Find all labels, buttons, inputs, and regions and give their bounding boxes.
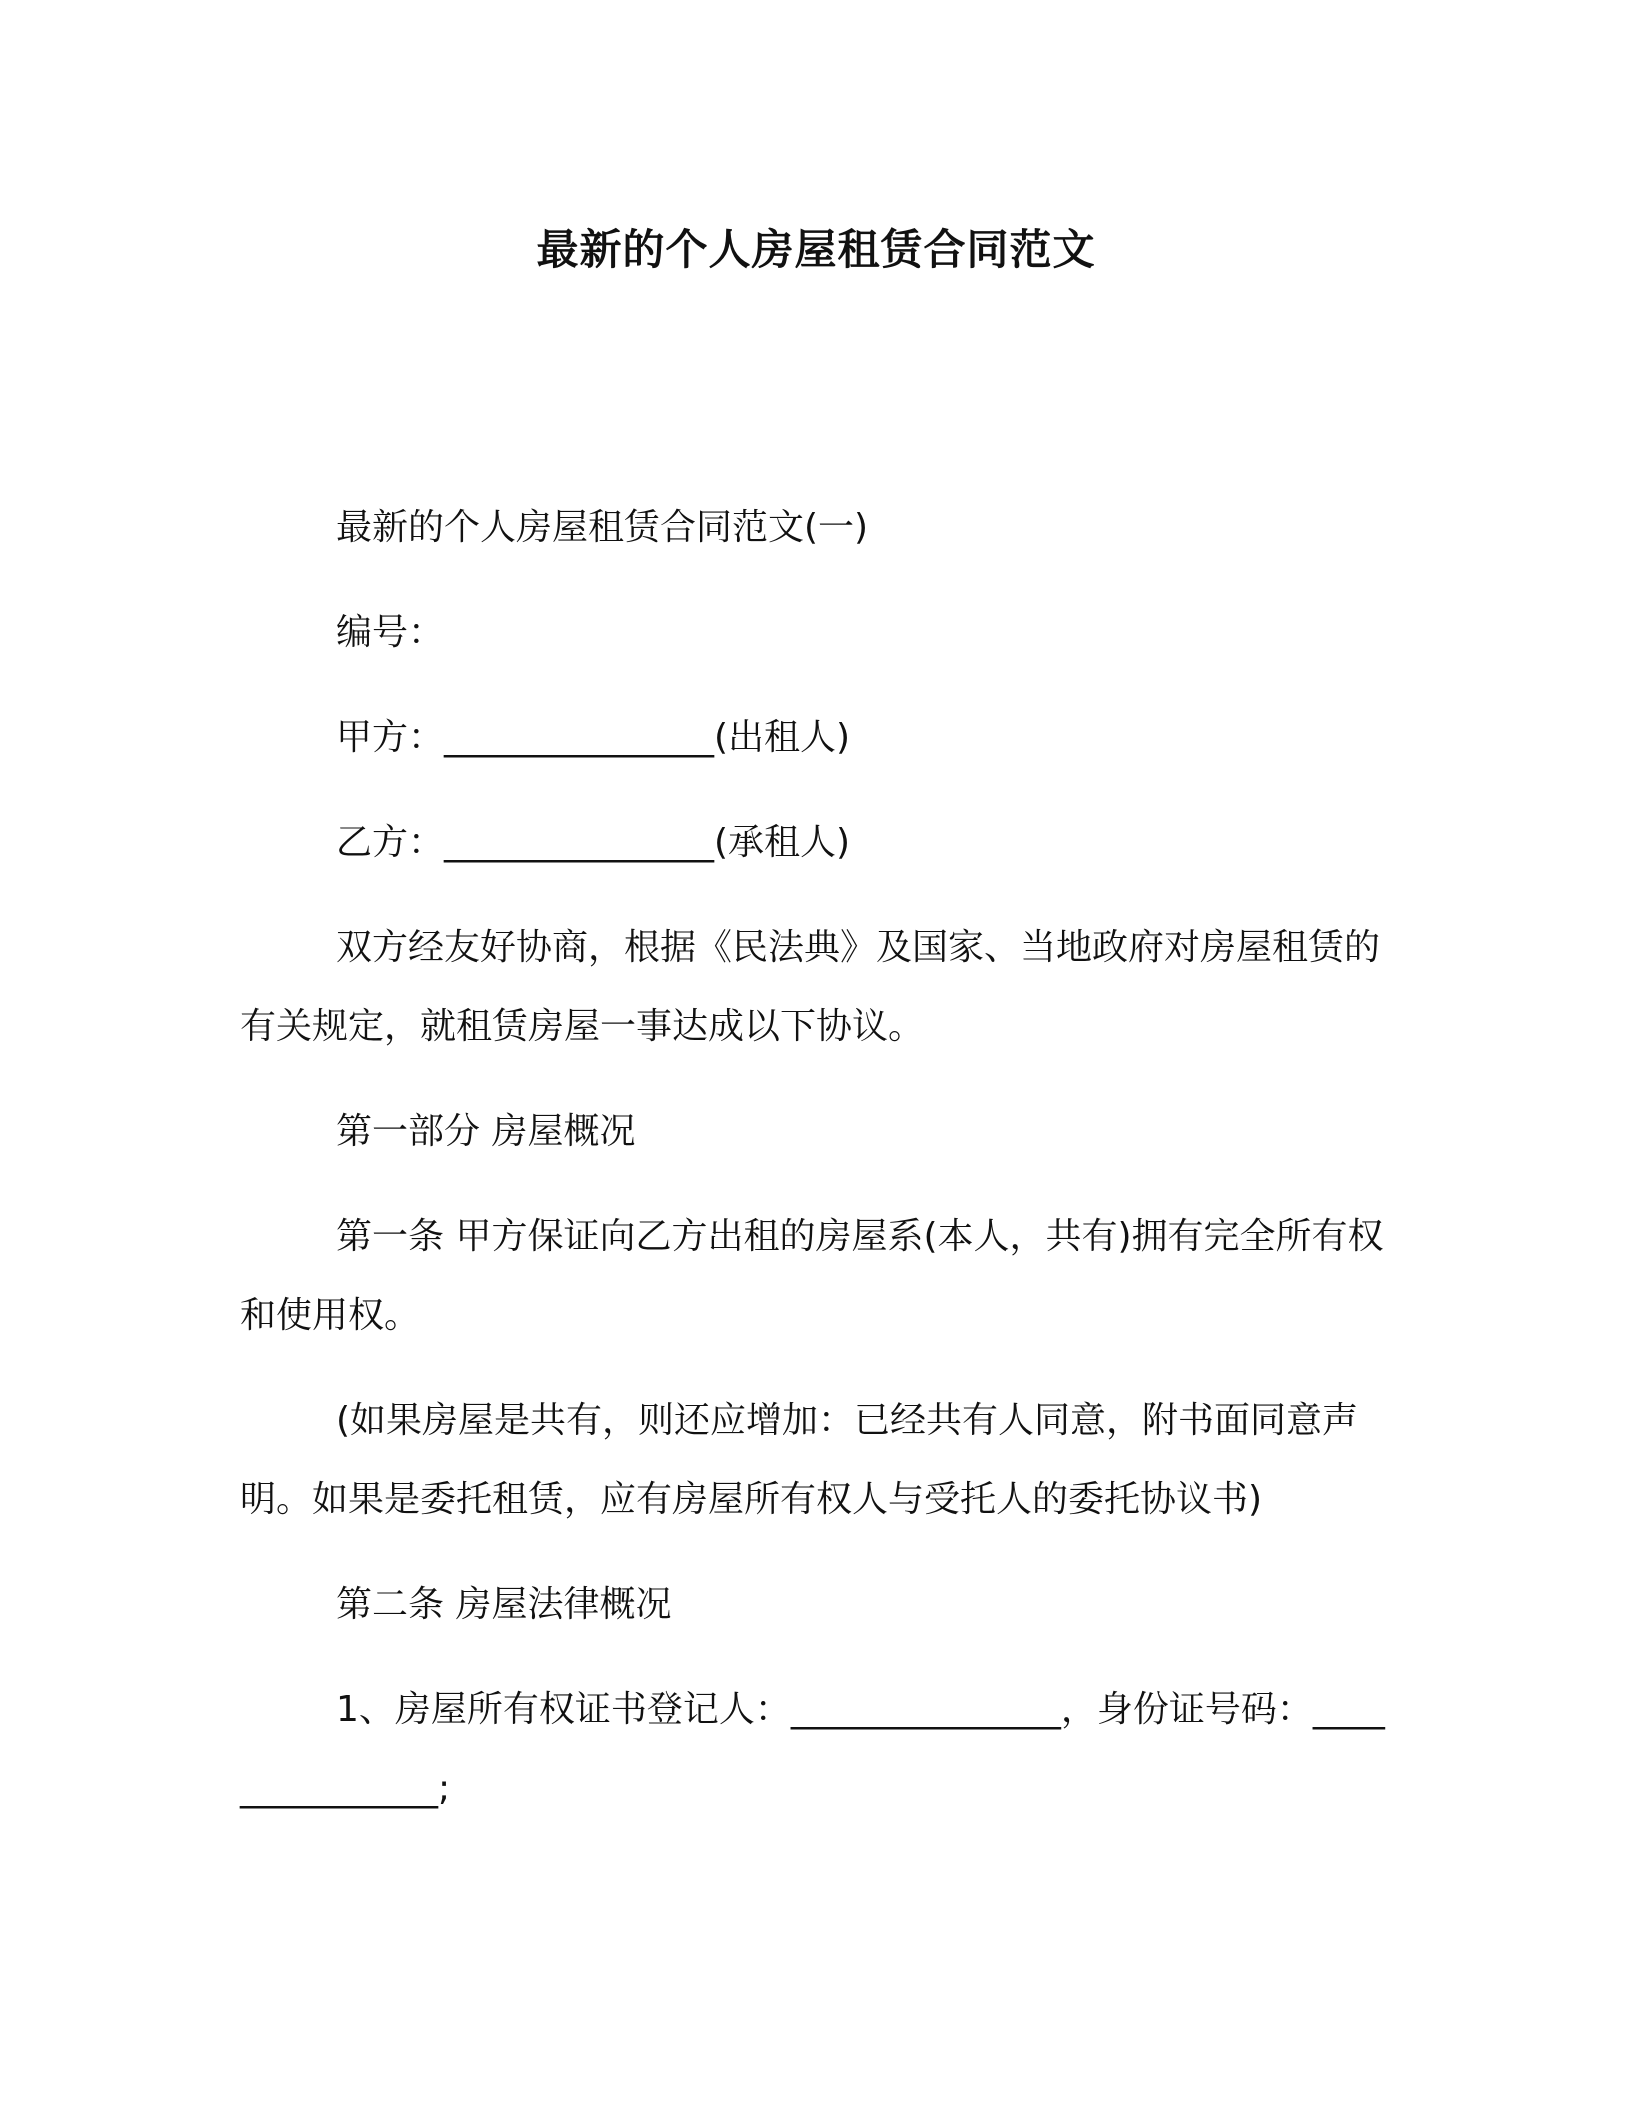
document-title: 最新的个人房屋租赁合同范文 bbox=[536, 225, 1096, 274]
party-b-line: 乙方：_______________(承租人) bbox=[336, 822, 851, 863]
document-body bbox=[240, 488, 1385, 1854]
joint-ownership-note: (如果房屋是共有，则还应增加：已经共有人同意，附书面同意声明。如果是委托租赁，应有房屋所有权人与受托人的委托协议书) bbox=[240, 1400, 1359, 1520]
party-a-line: 甲方：_______________(出租人) bbox=[336, 717, 851, 758]
article-two-heading: 第二条 房屋法律概况 bbox=[336, 1584, 672, 1625]
section-heading: 最新的个人房屋租赁合同范文(一) bbox=[336, 507, 869, 548]
article-one-paragraph: 第一条 甲方保证向乙方出租的房屋系(本人，共有)拥有完全所有权和使用权。 bbox=[240, 1216, 1384, 1336]
ownership-certificate-line: 1、房屋所有权证书登记人：_______________，身份证号码：_______________; bbox=[240, 1689, 1385, 1809]
preamble-paragraph: 双方经友好协商，根据《民法典》及国家、当地政府对房屋租赁的有关规定，就租赁房屋一事达成以下协议。 bbox=[240, 927, 1381, 1047]
contract-number-line: 编号： bbox=[336, 612, 445, 653]
part-one-heading: 第一部分 房屋概况 bbox=[336, 1111, 636, 1152]
